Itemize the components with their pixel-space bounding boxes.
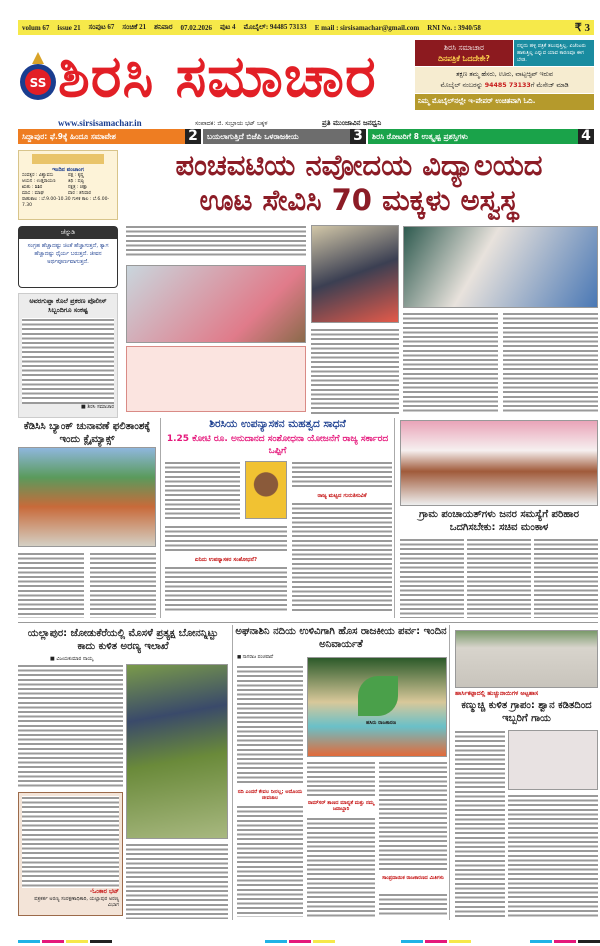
yellapur-quote-box <box>18 792 123 916</box>
byline: ■ ವಿಜಯಕುಮಾರ ನಾಯ್ಕ <box>50 656 94 662</box>
panchanga-row: ಸಂವತ್ಸರ : ವಿಶ್ವಾವಸು <box>22 173 54 178</box>
ad-line: ದಿನಪತ್ರಿಕೆ ಓದದೇಕೇ? <box>438 54 490 63</box>
lecturer-portrait <box>245 461 287 519</box>
panchanga-row: ಪಕ್ಷ : ಕೃಷ್ಣ <box>68 173 84 178</box>
info-mobile: ಮೊಬೈಲ್: 94485 73133 <box>243 23 307 31</box>
panchayat-body <box>400 538 464 618</box>
teaser-text: ಸಿದ್ದಾಪುರ: ಫೆ.9ಕ್ಕೆ ಹಿಂದೂ ಸಮಾವೇಶ <box>22 131 116 141</box>
left-story-headline[interactable]: ಅವರಗುಪ್ಪಾ ಕೊಲೆ ಪ್ರಕರಣ ಪೊಲೀಸ್ ಸಿಬ್ಬಂದಿಗೂ ಸಂಕಷ್ಟ <box>29 297 107 314</box>
masthead-title: ಶಿರಸಿ ಸಮಾಚಾರ <box>58 42 377 110</box>
divider <box>18 622 598 623</box>
dogs-body <box>455 730 505 918</box>
website-link[interactable]: www.sirsisamachar.in <box>58 118 142 128</box>
lecturer-body <box>165 525 287 553</box>
color-bar <box>449 940 471 943</box>
aghanashini-headline[interactable]: ಅಘನಾಶಿನಿ ನದಿಯ ಉಳಿವಿಗಾಗಿ ಹೊಸ ರಾಜಕೀಯ ಪರ್ವ: ಇಂದಿನ ಅನಿವಾರ್ಯತೆ <box>235 626 447 650</box>
aghanashini-subhead: ಸಾಂಪ್ರದಾಯಿಕ ರಾಜಕಾರಣದ ಮಿತಿಗಳು <box>382 875 444 881</box>
quote-body <box>22 796 119 888</box>
aghanashini-body <box>307 817 375 917</box>
panchanga-rahu: ರಾಹುಕಾಲ : ಬೆ.9.00-10.30 ಗುಳಿಕ ಕಾಲ : ಬೆ.6.00-7.30 <box>22 197 110 208</box>
kdcc-body <box>18 552 84 618</box>
logo-label: ಹಸಿರು ರಾಜಕಾರಣ <box>366 720 397 726</box>
dogs-kicker: ಹಾರ್ಸಿಕಟ್ಟಾದಲ್ಲಿ ಹುಚ್ಚುನಾಯಿಗಳ ಅಟ್ಟಹಾಸ <box>455 690 539 697</box>
byline: ■ ಶಿರಸಿ ಸಮಾಚಾರ <box>81 404 114 410</box>
lead-body <box>126 225 306 257</box>
panchanga-row: ಮಾಸ : ಮಾಘ <box>22 191 44 196</box>
kdcc-bank-photo <box>18 447 156 547</box>
color-bar <box>42 940 64 943</box>
info-samputa: ಸಂಪುಟ 67 <box>88 23 115 31</box>
dogs-body <box>508 794 598 918</box>
panchayat-body <box>467 538 531 618</box>
leaf-icon <box>358 676 398 716</box>
ad-line: ಶಿರಸಿ ಸಮಾಚಾರ <box>444 43 484 52</box>
panchanga-title: ಇಂದಿನ ಪಂಚಾಂಗ <box>52 167 84 173</box>
info-volume: volum 67 <box>22 23 50 32</box>
stray-dogs-photo <box>455 630 598 688</box>
panchanga-row: ತಿಥಿ : ಷಷ್ಠಿ <box>68 179 84 184</box>
lead-photo-inspection <box>311 225 399 323</box>
panchayat-headline[interactable]: ಗ್ರಾಮ ಪಂಚಾಯತ್‌ಗಳು ಜನರ ಸಮಸ್ಯೆಗೆ ಪರಿಹಾರ ಒದಗಿಸಬೇಕು: ಸಚಿವ ಮಂಕಾಳ <box>418 509 579 533</box>
color-bar <box>265 940 287 943</box>
teaser-page-number: 4 <box>578 129 594 144</box>
editor-credit: ಸಂಪಾದಕ: ಜಿ. ಸುಬ್ರಾಯ ಭಟ್ ಬಕ್ಕಳ <box>195 120 268 127</box>
left-story <box>18 293 118 418</box>
panchanga-row: ನಕ್ಷತ್ರ : ಚಿತ್ತಾ <box>68 185 88 190</box>
lecturer-body <box>165 461 240 521</box>
teaser-page-3[interactable] <box>203 129 366 144</box>
ad-box-title <box>415 40 513 66</box>
kdcc-headline[interactable]: ಕೆಡಿಸಿಸಿ ಬ್ಯಾಂಕ್ ಚುನಾವಣೆ ಫಲಿತಾಂಶಕ್ಕೆ ಇಂದು ಕ್ಲೈಮ್ಯಾಕ್ಸ್ <box>23 421 151 445</box>
lecturer-subhead: ರಾಜ್ಯ ಮಟ್ಟದ ಗುರುತಿಸುವಿಕೆ <box>317 493 367 499</box>
aghanashini-body <box>379 761 447 871</box>
teaser-text: ಬಯಲಾಗುತ್ತಿದೆ ಬಿಜೆಪಿ ಒಳರಾಜಕೀಯ <box>207 131 299 141</box>
color-bar <box>554 940 576 943</box>
info-issue: issue 21 <box>57 23 81 32</box>
kdcc-body <box>90 552 156 618</box>
info-bar <box>18 20 594 35</box>
ad-number: 94485 73133 <box>484 82 531 89</box>
aghanashini-body <box>237 805 303 917</box>
svg-text:SS: SS <box>29 76 47 90</box>
color-bar <box>90 940 112 943</box>
color-bar <box>578 940 600 943</box>
teaser-page-4[interactable] <box>368 129 594 144</box>
quote-signature: -ಓಂಕಾರ ಭಟ್ <box>89 888 119 895</box>
aghanashini-body <box>379 893 447 917</box>
color-bar <box>289 940 311 943</box>
aghanashini-subhead: ರಾಮ್‌ಸರ್ ತಾಣದ ಮಾನ್ಯತೆ ಮತ್ತು ನಮ್ಮ ಜವಾಬ್ದಾರಿ <box>307 800 375 812</box>
teaser-page-number: 3 <box>350 129 366 144</box>
info-sanchike: ಸಂಚಿಕೆ 21 <box>122 23 147 31</box>
lecturer-body <box>292 502 392 612</box>
ad-box-note: ನನ್ನದು ಹಳ್ಳಿ ಪತ್ರಿಕೆ ತಲುಪುತ್ತಿಲ್ಲ. ಏಜೆಂಟರು ಹಾಕುತ್ತಿಲ್ಲ ಎನ್ನುವ ಯಾವ ಕಾರಣವೂ ಈಗ ಬೇಡ. <box>514 40 594 66</box>
ad-line: ಗೆ ಮೆಸೇಜ್ ಮಾಡಿ <box>530 82 569 89</box>
lecturer-headline[interactable]: ಶಿರಸಿಯ ಉಪನ್ಯಾಸಕನ ಮಹತ್ವದ ಸಾಧನೆ <box>209 418 346 430</box>
color-bar <box>66 940 88 943</box>
yellapur-headline[interactable]: ಯಲ್ಲಾಪುರ: ಜೋಡುಕೆರೆಯಲ್ಲಿ ಮೊಸಳೆ ಪ್ರತ್ಯಕ್ಷ ಬೋನನ್ನಿಟ್ಟು ಕಾದು ಕುಳಿತ ಅರಣ್ಯ ಇಲಾಖೆ <box>27 628 219 652</box>
ad-line: ಮೊಬೈಲ್ ನಂಬರನ್ನು <box>440 82 485 89</box>
lecturer-story <box>160 418 395 618</box>
info-rni: RNI No. : 3940/58 <box>427 23 481 32</box>
panchayat-event-photo <box>400 420 598 506</box>
aghanashini-body <box>237 665 303 785</box>
teaser-page-number: 2 <box>185 129 201 144</box>
chennudi-box <box>18 226 118 288</box>
lead-photo-health-check <box>403 226 598 308</box>
lead-body <box>503 312 598 414</box>
lecturer-subhead: ಏನಿದು ಉಪನ್ಯಾಸಕರ ಸಂಶೋಧನೆ? <box>194 557 258 563</box>
lead-body <box>403 312 498 414</box>
dog-bite-photo <box>508 730 598 790</box>
aghanashini-body <box>307 761 375 797</box>
panchanga-row: ಆಯನ : ಉತ್ತರಾಯಣ <box>22 179 56 184</box>
panchanga-row: ವಾರ : ಶನಿವಾರ <box>68 191 92 196</box>
ad-line: ತಕ್ಷಣ ತಮ್ಮ ಹೆಸರು, ಊರು, ವಾಟ್ಸಆ್ಯಪ್ ಇರುವ <box>456 71 553 78</box>
price: ₹ 3 <box>574 22 590 34</box>
panchanga-box <box>18 150 118 220</box>
color-bar <box>401 940 423 943</box>
dogs-headline[interactable]: ಕಣ್ಮುಚ್ಚಿ ಕುಳಿತ ಗ್ರಾಪಂ: ಶ್ವಾನ ಕಡಿತದಿಂದ ಇಬ್ಬರಿಗೆ ಗಾಯ <box>461 700 592 724</box>
byline: ■ ನಾಗರಾಜ ಪಂಚಪಾಪೆ <box>237 655 274 660</box>
color-bar <box>530 940 552 943</box>
lead-headline-line: ಊಟ ಸೇವಿಸಿ 70 ಮಕ್ಕಳು ಅಸ್ವಸ್ಥ <box>199 183 519 217</box>
lead-headline[interactable] <box>120 148 598 218</box>
teaser-page-2[interactable] <box>18 129 201 144</box>
panchanga-row: ಋತು : ಶಿಶಿರ <box>22 185 43 190</box>
ad-box-epaper: ನಿಮ್ಮ ಮೊಬೈಲ್‌ನಲ್ಲೇ ಇ-ಪೇಪರ್ ಉಚಿತವಾಗಿ ಓದಿ. <box>415 94 594 110</box>
crocodile-photo <box>126 664 228 839</box>
lecturer-body <box>165 566 287 612</box>
ad-box-contact <box>415 67 594 93</box>
lead-body <box>311 328 399 414</box>
chennudi-text: ಸಂಗ್ರಹ ಹೆಚ್ಚಾದಷ್ಟು ಚಿಂತೆ ಹೆಚ್ಚಾಗುತ್ತದೆ, ತ್ಯಾಗ ಹೆಚ್ಚಾದಷ್ಟು ಧೈರ್ಯ ಬರುತ್ತದೆ. ಜೀವನ ಅರ್ಥಪೂರ್ಣವಾಗುತ್ತದೆ. <box>27 243 109 265</box>
teaser-text: ಶಿರಸಿ ರೋಟರಿಗೆ 8 ಉತ್ಕೃಷ್ಟ ಪ್ರಶಸ್ತಿಗಳು <box>372 131 468 141</box>
aghanashini-story <box>232 625 450 920</box>
lecturer-body <box>292 461 392 489</box>
info-date: 07.02.2026 <box>180 23 213 32</box>
panchayat-body <box>534 538 598 618</box>
lecturer-subheadline: 1.25 ಕೋಟಿ ರೂ. ಅನುದಾನದ ಸಂಶೋಧನಾ ಯೋಜನೆಗೆ ರಾಜ್ಯ ಸರ್ಕಾರದ ಒಪ್ಪಿಗೆ <box>166 434 389 456</box>
color-bar <box>425 940 447 943</box>
info-day: ಶನಿವಾರ <box>154 23 173 31</box>
aghanashini-subhead: ನದಿ ಎಂದರೆ ಕೇವಲ ನೀರಲ್ಲ; ಅದೊಂದು ಜೀವಜಾಲ <box>237 789 303 801</box>
yellapur-body <box>18 664 123 789</box>
logo-icon <box>18 50 58 102</box>
lead-photo-kitchen <box>126 265 306 343</box>
yellapur-body <box>126 843 228 919</box>
lead-photo-caption <box>126 346 306 412</box>
info-pages: ಪುಟ 4 <box>220 23 236 31</box>
quote-designation: ಪತ್ರಕರ್ತ ಅರಣ್ಯ ಸಂರಕ್ಷಣಾಧಿಕಾರಿ, ಯಲ್ಲಾಪುರ ಅರಣ್ಯ ವಿಭಾಗ <box>34 896 119 908</box>
left-story-body <box>22 318 114 404</box>
info-email: E mail : sirsisamachar@gmail.com <box>314 23 420 32</box>
color-bar <box>313 940 335 943</box>
chennudi-title: ಚೆನ್ನುಡಿ <box>19 227 117 239</box>
tagline: ಪ್ರತಿ ಮುಂಜಾವಿನ ಜನಧ್ವನಿ <box>322 119 382 127</box>
color-bar <box>18 940 40 943</box>
lead-headline-line: ಪಂಚವಟಿಯ ನವೋದಯ ವಿದ್ಯಾಲಯದ <box>175 148 543 182</box>
aghanashini-river-photo <box>307 657 447 757</box>
